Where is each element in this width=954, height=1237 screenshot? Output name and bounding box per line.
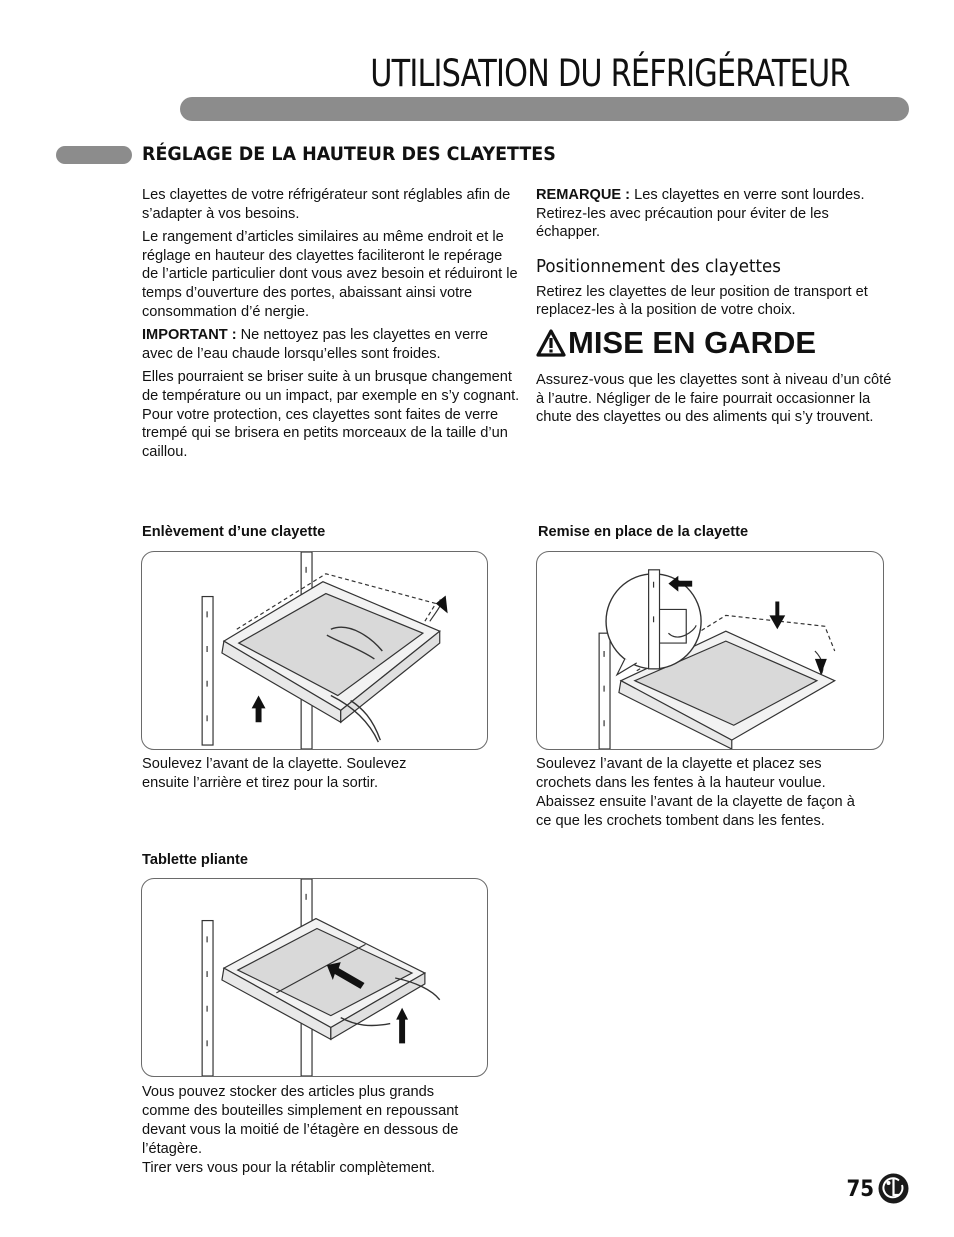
removal-caption xyxy=(142,755,406,793)
warning-heading xyxy=(536,325,896,361)
title-bar xyxy=(180,97,909,121)
shelf-replace-drawing xyxy=(537,552,883,749)
lg-logo-icon xyxy=(878,1173,909,1204)
caption-line: Tirer vers vous pour la rétablir complètement. xyxy=(142,1160,436,1176)
caption-line: Soulevez l’avant de la clayette. Soulevez xyxy=(142,756,407,772)
important-text: Ne nettoyez pas les clayettes en verre avec de l’eau chaude lorsqu’elles sont froides. xyxy=(142,327,489,362)
folding-figure-label: Tablette pliante xyxy=(142,852,248,868)
remarque-text: Les clayettes en verre sont lourdes. Retirez-les avec précaution pour éviter de les échapper. xyxy=(536,187,865,241)
left-column xyxy=(142,186,520,466)
caption-line: ce que les crochets tombent dans les fentes. xyxy=(536,813,825,829)
replace-illustration xyxy=(536,551,884,750)
caption-line: crochets dans les fentes à la hauteur voulue. xyxy=(536,775,826,791)
folding-shelf-drawing xyxy=(142,879,487,1076)
section-marker xyxy=(56,146,132,164)
caption-line: devant vous la moitié de l’étagère en dessous de xyxy=(142,1122,459,1138)
removal-figure-label: Enlèvement d’une clayette xyxy=(142,524,326,540)
removal-illustration xyxy=(141,551,488,750)
warning-text: Assurez-vous que les clayettes sont à niveau d’un côté à l’autre. Négliger de le faire pourrait occasionner la chute des clayettes ou des aliments qui s’y trouvent. xyxy=(536,371,892,426)
positioning-text: Retirez les clayettes de leur position de transport et replacez-les à la position de votre choix. xyxy=(536,283,868,319)
page-number: 75 xyxy=(846,1177,875,1202)
right-column xyxy=(536,186,896,432)
caption-line: Vous pouvez stocker des articles plus grands xyxy=(142,1084,435,1100)
important-label: IMPORTANT : xyxy=(142,327,237,344)
caption-line: Soulevez l’avant de la clayette et placez ses xyxy=(536,756,822,772)
section-title: RÉGLAGE DE LA HAUTEUR DES CLAYETTES xyxy=(142,143,556,165)
folding-caption xyxy=(142,1083,458,1178)
important-paragraph xyxy=(142,326,520,363)
caption-line: ensuite l’arrière et tirez pour la sortir. xyxy=(142,775,379,791)
replace-caption xyxy=(536,755,855,831)
positioning-heading: Positionnement des clayettes xyxy=(536,256,781,277)
warning-title: MISE EN GARDE xyxy=(568,324,817,360)
replace-figure-label: Remise en place de la clayette xyxy=(538,524,749,540)
page-title: UTILISATION DU RÉFRIGÉRATEUR xyxy=(370,52,850,95)
intro-paragraph: Les clayettes de votre réfrigérateur sont réglables afin de s’adapter à vos besoins. xyxy=(142,187,511,222)
caption-line: l’étagère. xyxy=(142,1141,203,1157)
caption-line: comme des bouteilles simplement en repoussant xyxy=(142,1103,459,1119)
glass-paragraph: Elles pourraient se briser suite à un brusque changement de température ou un impact, par exemple en s’y cognant. Pour votre protection, ces clayettes sont faites de verre trempé qui se brisera en petits morceaux de la taille d’un caillou. xyxy=(142,369,520,460)
folding-illustration xyxy=(141,878,488,1077)
remarque-paragraph xyxy=(536,186,896,242)
shelf-removal-drawing xyxy=(142,552,487,749)
warning-triangle-icon xyxy=(536,329,566,357)
caption-line: Abaissez ensuite l’avant de la clayette de façon à xyxy=(536,794,855,810)
remarque-label: REMARQUE : xyxy=(536,187,631,203)
storage-paragraph: Le rangement d’articles similaires au même endroit et le réglage en hauteur des clayettes faciliteront le repérage de l’article particulier dont vous avez besoin et réduiront le temps d’ouverture des portes, abaissant ainsi votre consommation d’é nergie. xyxy=(142,229,518,320)
